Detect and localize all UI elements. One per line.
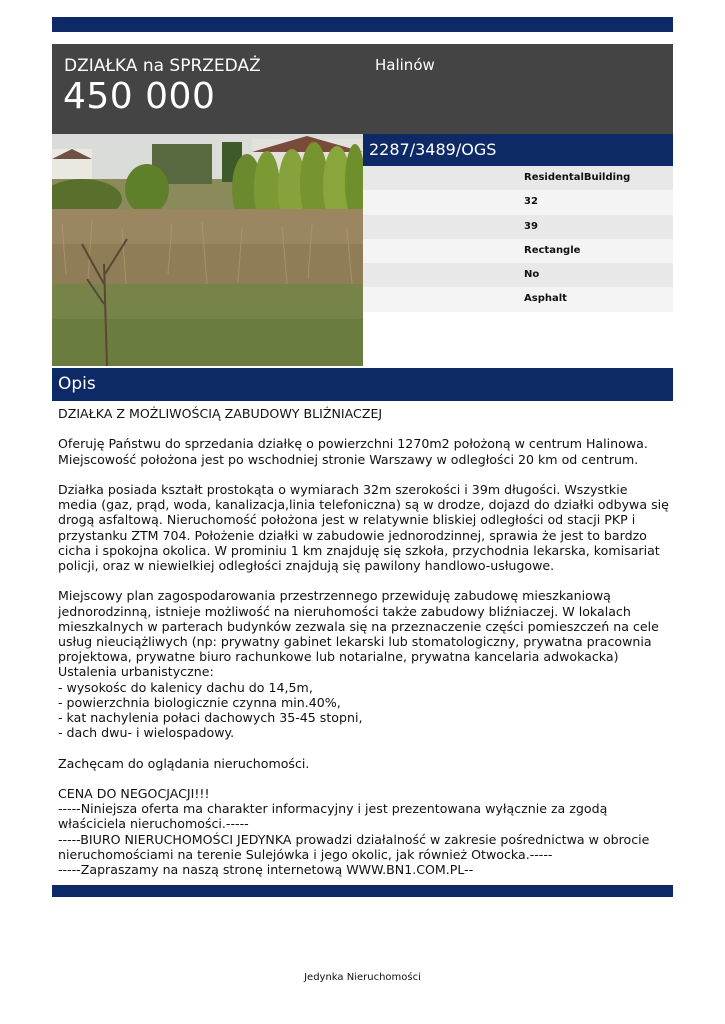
detail-shape: Rectangle [363,239,673,263]
property-photo [52,134,363,366]
bottom-banner-bar [52,885,673,897]
description-body [58,406,670,877]
detail-flag: No [363,263,673,287]
listing-city: Halinów [375,56,435,74]
detail-road-type: Asphalt [363,287,673,311]
listing-price: 450 000 [63,76,216,117]
footer-agency-name: Jedynka Nieruchomości [304,972,421,983]
top-banner-bar [52,17,673,32]
listing-header [52,44,673,134]
reference-number: 2287/3489/OGS [363,134,673,166]
listing-type: DZIAŁKA na SPRZEDAŻ [64,56,261,76]
detail-width: 32 [363,190,673,214]
detail-building-type: ResidentalBuilding [363,166,673,190]
description-section-title: Opis [52,368,673,401]
description-text: DZIAŁKA Z MOŻLIWOŚCIĄ ZABUDOWY BLIŹNIACZEJ Oferuję Państwu do sprzedania działkę o powierzchni 1270m2 położoną w centrum Halinowa. Miejscowość położona jest po wschodniej stronie Warszawy w odległości 20 km od centrum. Działka posiada kształt prostokąta o wymiarach 32m szerokości i 39m długości. Wszystkie media (gaz, prąd, woda, kanalizacja,linia telefoniczna) są w drodze, dojazd do działki odbywa się drogą asfaltową. Nieruchomość położona jest w relatywnie bliskiej odległości od stacji PKP i przystanku ZTM 704. Położenie działki w zabudowie jednorodzinnej, sprawia że jest to bardzo cicha i spokojna okolica. W prominiu 1 km znajduję się szkoła, przychodnia lekarska, komisariat policji, oraz w niewielkiej odległości znajdują się pawilony handlowo-usługowe. Miejscowy plan zagospodarowania przestrzennego przewiduję zabudowę mieszkaniową jednorodzinną, istnieje możliwość na nieruhomości także zabudowy bliźniaczej. W lokalach mieszkalnych w parterach budynków zezwala się na przeznaczenie części pomieszczeń na cele usług nieuciążliwych (np: prywatny gabinet lekarski lub stomatologiczny, prywatna pracownia projektowa, prywatne biuro rachunkowe lub notarialne, prywatna kancelaria adwokacka) Ustalenia urbanistyczne: - wysokośc do kalenicy dachu do 14,5m, - powierzchnia biologicznie czynna min.40%, - kat nachylenia połaci dachowych 35-45 stopni, - dach dwu- i wielospadowy. Zachęcam do oglądania nieruchomości. CENA DO NEGOCJACJI!!! -----Niniejsza oferta ma charakter informacyjny i jest prezentowana wyłącznie za zgodą właściciela nieruchomości.----- -----BIURO NIERUCHOMOŚCI JEDYNKA prowadzi działalność w zakresie pośrednictwa w obrocie nieruchomościami na terenie Sulejówka i jego okolic, jak również Otwocka.----- -----Zapraszamy na naszą stronę internetową WWW.BN1.COM.PL-- [58,406,669,878]
detail-length: 39 [363,215,673,239]
property-details-table [363,166,673,312]
